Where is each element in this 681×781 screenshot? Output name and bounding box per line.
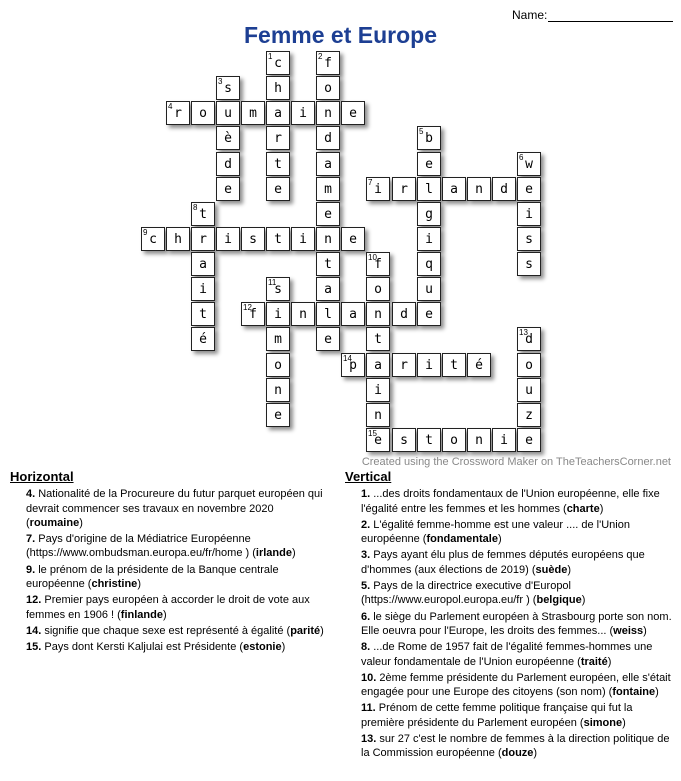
cell-letter: r [274,131,282,146]
cell-letter: i [500,433,508,448]
clue-item: 15. Pays dont Kersti Kaljulai est Présidente (estonie) [26,641,286,654]
cell-letter: a [199,257,207,272]
clue-number: 2. [361,518,374,531]
grid-cell[interactable] [417,353,441,377]
cell-letter: a [349,307,357,322]
grid-cell[interactable] [316,51,340,75]
clue-item: 8. ...de Rome de 1957 fait de l'égalité femmes-hommes une valeur fondamentale de l'Union européenne (traité) [361,641,653,668]
cell-letter: u [525,383,533,398]
vertical-heading: Vertical [345,469,392,484]
cell-letter: t [199,207,207,222]
clue-text: ...de Rome de 1957 fait de l'égalité femmes-hommes une valeur fondamentale de l'Union européenne ( [361,641,653,668]
cell-letter: d [400,307,408,322]
clue-item: 5. Pays de la directrice executive d'Europol (https://www.europol.europa.eu/fr ) (belgique) [361,580,586,607]
grid-cell[interactable] [417,302,441,326]
cell-letter: z [525,408,533,423]
grid-cell[interactable] [517,403,541,427]
grid-cell[interactable] [366,277,390,301]
grid-cell[interactable] [166,227,190,251]
grid-cell[interactable] [417,277,441,301]
cell-letter: t [199,307,207,322]
cell-letter: e [274,182,282,197]
cell-letter: c [149,232,157,247]
clue-number: 6. [361,610,374,623]
clue-item: 1. ...des droits fondamentaux de l'Union européenne, elle fixe l'égalité entre les femmes et les hommes (charte) [361,488,660,515]
cell-letter: a [274,106,282,121]
cell-letter: e [374,433,382,448]
cell-letter: n [324,232,332,247]
cell-letter: e [525,433,533,448]
grid-cell[interactable] [366,353,390,377]
grid-cell[interactable] [517,152,541,176]
grid-cell[interactable] [492,428,516,452]
cell-letter: f [374,257,382,272]
cell-letter: n [374,408,382,423]
credit-line: Created using the Crossword Maker on TheTeachersCorner.net [361,456,671,468]
clue-answer: parité [290,624,321,637]
grid-cell[interactable] [266,378,290,402]
cell-letter: e [349,232,357,247]
clue-item: 2. L'égalité femme-homme est une valeur .... de l'Union européenne (fondamentale) [361,518,630,546]
grid-cell[interactable] [341,353,365,377]
cell-letter: m [249,106,257,121]
cell-letter: d [525,332,533,347]
clue-answer: finlande [120,608,163,621]
clue-text: signifie que chaque sexe est représenté à égalité ( [44,624,291,637]
cell-letter: m [324,182,332,197]
clue-text: sur 27 c'est le nombre de femmes à la direction politique de la Commission européenne ( [361,733,670,760]
clue-number-label: 4 [168,102,173,111]
clue-text: Pays d'origine de la Médiatrice Européenne (https://www.ombudsman.europa.eu/fr/home ) ( [26,533,256,560]
grid-cell[interactable] [417,428,441,452]
grid-cell[interactable] [266,403,290,427]
clue-text: Premier pays européen à accorder le droit de vote aux femmes en 1906 ! ( [26,594,310,621]
grid-cell[interactable] [191,227,215,251]
grid-cell[interactable] [316,126,340,150]
cell-letter: p [349,358,357,373]
cell-letter: f [249,307,257,322]
grid-cell[interactable] [266,302,290,326]
clue-number: 15. [26,641,45,654]
cell-letter: i [374,383,382,398]
clue-number-label: 5 [419,127,424,136]
cell-letter: t [374,332,382,347]
clue-answer: christine [91,578,138,591]
cell-letter: l [425,182,433,197]
clue-answer: suède [535,563,568,576]
cell-letter: s [525,257,533,272]
clue-number-label: 13 [519,328,528,337]
clue-number-label: 12 [243,303,252,312]
cell-letter: o [274,358,282,373]
grid-cell[interactable] [191,302,215,326]
grid-cell[interactable] [266,177,290,201]
grid-cell[interactable] [366,327,390,351]
cell-letter: b [425,131,433,146]
grid-cell[interactable] [266,327,290,351]
cell-letter: e [525,182,533,197]
clue-number: 8. [361,641,374,654]
cell-letter: i [374,182,382,197]
cell-letter: c [274,56,282,71]
cell-letter: s [525,232,533,247]
clue-number: 4. [26,488,39,501]
grid-cell[interactable] [216,76,240,100]
grid-cell[interactable] [191,101,215,125]
cell-letter: d [224,157,232,172]
clue-answer: roumaine [29,516,80,529]
clue-number-label: 11 [268,278,277,287]
cell-letter: é [475,358,483,373]
vertical-clues [345,470,675,763]
grid-cell[interactable] [266,126,290,150]
cell-letter: o [199,106,207,121]
grid-cell[interactable] [316,152,340,176]
grid-cell[interactable] [366,302,390,326]
grid-cell[interactable] [266,51,290,75]
grid-cell[interactable] [442,428,466,452]
grid-cell[interactable] [316,252,340,276]
clue-item: 11. Prénom de cette femme politique française qui fut la première présidente du Parlement européen (simone) [361,702,633,729]
grid-cell[interactable] [392,353,416,377]
cell-letter: e [224,182,232,197]
grid-cell[interactable] [316,101,340,125]
grid-cell[interactable] [517,202,541,226]
grid-cell[interactable] [316,277,340,301]
grid-cell[interactable] [417,126,441,150]
clue-number-label: 15 [368,429,377,438]
grid-cell[interactable] [417,177,441,201]
grid-cell[interactable] [216,152,240,176]
cell-letter: e [324,332,332,347]
cell-letter: o [525,358,533,373]
grid-cell[interactable] [241,302,265,326]
grid-cell[interactable] [517,327,541,351]
clue-number-label: 6 [519,153,524,162]
clue-text: Pays ayant élu plus de femmes députés européens que d'hommes (aux élections de 2019) ( [361,549,645,576]
cell-letter: w [525,157,533,172]
cell-letter: n [274,383,282,398]
grid-cell[interactable] [366,177,390,201]
grid-cell[interactable] [166,101,190,125]
grid-cell[interactable] [417,202,441,226]
clue-item: 4. Nationalité de la Procureure du futur parquet européen qui devrait commencer ses travaux en novembre 2020 (roumaine) [26,488,323,529]
grid-cell[interactable] [191,252,215,276]
cell-letter: e [425,157,433,172]
cell-letter: a [450,182,458,197]
grid-cell[interactable] [392,177,416,201]
cell-letter: f [324,56,332,71]
cell-letter: g [425,207,433,222]
cell-letter: s [400,433,408,448]
clue-number-label: 10 [368,253,377,262]
cell-letter: e [349,106,357,121]
grid-cell[interactable] [341,302,365,326]
clue-number-label: 3 [218,77,223,86]
cell-letter: s [224,81,232,96]
grid-cell[interactable] [216,126,240,150]
cell-letter: t [324,257,332,272]
clue-text: Pays de la directrice executive d'Europol (https://www.europol.europa.eu/fr ) ( [361,580,571,607]
grid-cell[interactable] [291,302,315,326]
cell-letter: n [299,307,307,322]
cell-letter: t [450,358,458,373]
grid-cell[interactable] [492,177,516,201]
cell-letter: o [374,282,382,297]
cell-letter: i [274,307,282,322]
cell-letter: e [425,307,433,322]
clue-answer: fontaine [612,686,656,699]
grid-cell[interactable] [316,227,340,251]
cell-letter: h [274,81,282,96]
cell-letter: i [199,282,207,297]
clue-number-label: 1 [268,52,273,61]
clue-answer: irlande [255,547,292,560]
cell-letter: n [374,307,382,322]
grid-cell[interactable] [266,101,290,125]
grid-cell[interactable] [266,76,290,100]
clue-item: 12. Premier pays européen à accorder le droit de vote aux femmes en 1906 ! (finlande) [26,594,310,621]
cell-letter: m [274,332,282,347]
cell-letter: r [400,182,408,197]
clue-item: 6. le siège du Parlement européen à Strasbourg porte son nom. Elle oeuvra pour l'Europe, les droits des femmes... (weiss) [361,610,672,637]
cell-letter: è [224,131,232,146]
grid-cell[interactable] [191,327,215,351]
clue-text: le siège du Parlement européen à Strasbourg porte son nom. Elle oeuvra pour l'Europe, les droits des femmes... ( [361,610,672,637]
grid-cell[interactable] [467,353,491,377]
clue-item: 10. 2ème femme présidente du Parlement européen, elle s'était engagée pour une Europe des citoyens (son nom) (fontaine) [361,671,671,699]
cell-letter: n [475,182,483,197]
grid-cell[interactable] [517,227,541,251]
cell-letter: n [324,106,332,121]
clue-number: 9. [26,563,39,576]
grid-cell[interactable] [241,227,265,251]
grid-cell[interactable] [266,227,290,251]
clue-number: 14. [26,624,45,637]
cell-letter: a [324,282,332,297]
clue-number-label: 2 [318,52,323,61]
clue-item: 7. Pays d'origine de la Médiatrice Européenne (https://www.ombudsman.europa.eu/fr/home ) (irlande) [26,533,296,560]
clue-text: le prénom de la présidente de la Banque centrale européenne ( [26,563,279,591]
clue-item: 9. le prénom de la présidente de la Banque centrale européenne (christine) [26,563,279,591]
grid-cell[interactable] [316,327,340,351]
clue-text: L'égalité femme-homme est une valeur .... de l'Union européenne ( [361,518,630,546]
clue-answer: traité [580,655,608,668]
grid-cell[interactable] [442,177,466,201]
clue-answer: charte [566,502,600,515]
grid-cell[interactable] [366,252,390,276]
grid-cell[interactable] [467,177,491,201]
grid-cell[interactable] [366,428,390,452]
cell-letter: e [274,408,282,423]
grid-cell[interactable] [266,277,290,301]
cell-letter: i [425,358,433,373]
clue-number-label: 8 [193,203,198,212]
cell-letter: r [199,232,207,247]
horizontal-heading: Horizontal [10,469,74,484]
grid-cell[interactable] [141,227,165,251]
cell-letter: t [274,157,282,172]
grid-cell[interactable] [266,353,290,377]
clue-text: 2ème femme présidente du Parlement européen, elle s'était engagée pour une Europe des citoyens (son nom) ( [361,671,671,699]
cell-letter: a [374,358,382,373]
grid-cell[interactable] [241,101,265,125]
clue-item: 3. Pays ayant élu plus de femmes députés européens que d'hommes (aux élections de 2019) (suède) [361,549,645,576]
grid-cell[interactable] [316,177,340,201]
grid-cell[interactable] [366,378,390,402]
clue-number: 1. [361,488,374,501]
grid-cell[interactable] [442,353,466,377]
grid-cell[interactable] [291,227,315,251]
clue-item: 13. sur 27 c'est le nombre de femmes à la direction politique de la Commission européenne (douze) [361,733,670,760]
grid-cell[interactable] [191,277,215,301]
clue-answer: douze [501,747,534,760]
grid-cell[interactable] [392,428,416,452]
grid-cell[interactable] [216,101,240,125]
grid-cell[interactable] [316,302,340,326]
cell-letter: r [400,358,408,373]
cell-letter: o [324,81,332,96]
clue-text: Nationalité de la Procureure du futur parquet européen qui devrait commencer ses travaux en novembre 2020 ( [26,488,323,529]
grid-cell[interactable] [216,227,240,251]
cell-letter: s [274,282,282,297]
cell-letter: i [425,232,433,247]
clue-answer: estonie [243,641,282,654]
grid-cell[interactable] [392,302,416,326]
clue-number-label: 7 [368,178,373,187]
cell-letter: i [299,106,307,121]
page-title: Femme et Europe [244,22,437,48]
cell-letter: i [525,207,533,222]
clue-answer: fondamentale [426,533,498,546]
cell-letter: a [324,157,332,172]
cell-letter: o [450,433,458,448]
grid-cell[interactable] [467,428,491,452]
cell-letter: s [249,232,257,247]
cell-letter: i [224,232,232,247]
grid-cell[interactable] [517,428,541,452]
cell-letter: i [299,232,307,247]
grid-cell[interactable] [266,152,290,176]
cell-letter: u [224,106,232,121]
clue-text: Prénom de cette femme politique française qui fut la première présidente du Parlement européen ( [361,702,633,729]
clue-number: 10. [361,671,380,684]
grid-cell[interactable] [316,76,340,100]
clue-number: 12. [26,594,45,607]
cell-letter: t [274,232,282,247]
clue-number: 3. [361,549,374,562]
grid-cell[interactable] [517,177,541,201]
cell-letter: h [174,232,182,247]
clue-number-label: 9 [143,228,148,237]
grid-cell[interactable] [366,403,390,427]
clue-number: 5. [361,580,374,593]
clue-answer: belgique [536,594,582,607]
grid-cell[interactable] [417,227,441,251]
name-label: Name: [512,8,548,22]
cell-letter: l [324,307,332,322]
cell-letter: n [475,433,483,448]
grid-cell[interactable] [517,252,541,276]
clue-answer: weiss [613,624,644,637]
grid-cell[interactable] [417,152,441,176]
clue-answer: simone [583,716,623,729]
clue-number: 13. [361,733,380,746]
cell-letter: t [425,433,433,448]
cell-letter: d [500,182,508,197]
clue-number: 7. [26,533,39,546]
clue-text: Pays dont Kersti Kaljulai est Présidente ( [44,641,244,654]
grid-cell[interactable] [191,202,215,226]
grid-cell[interactable] [216,177,240,201]
cell-letter: q [425,257,433,272]
clue-number: 11. [361,702,379,715]
grid-cell[interactable] [291,101,315,125]
cell-letter: u [425,282,433,297]
grid-cell[interactable] [341,227,365,251]
cell-letter: é [199,332,207,347]
clue-item: 14. signifie que chaque sexe est représenté à égalité (parité) [26,624,324,637]
clue-number-label: 14 [343,354,352,363]
grid-cell[interactable] [517,353,541,377]
horizontal-clues [10,470,332,657]
grid-cell[interactable] [316,202,340,226]
cell-letter: d [324,131,332,146]
grid-cell[interactable] [517,378,541,402]
cell-letter: r [174,106,182,121]
clue-text: ...des droits fondamentaux de l'Union européenne, elle fixe l'égalité entre les femmes et les hommes ( [361,488,660,515]
grid-cell[interactable] [341,101,365,125]
cell-letter: e [324,207,332,222]
grid-cell[interactable] [417,252,441,276]
